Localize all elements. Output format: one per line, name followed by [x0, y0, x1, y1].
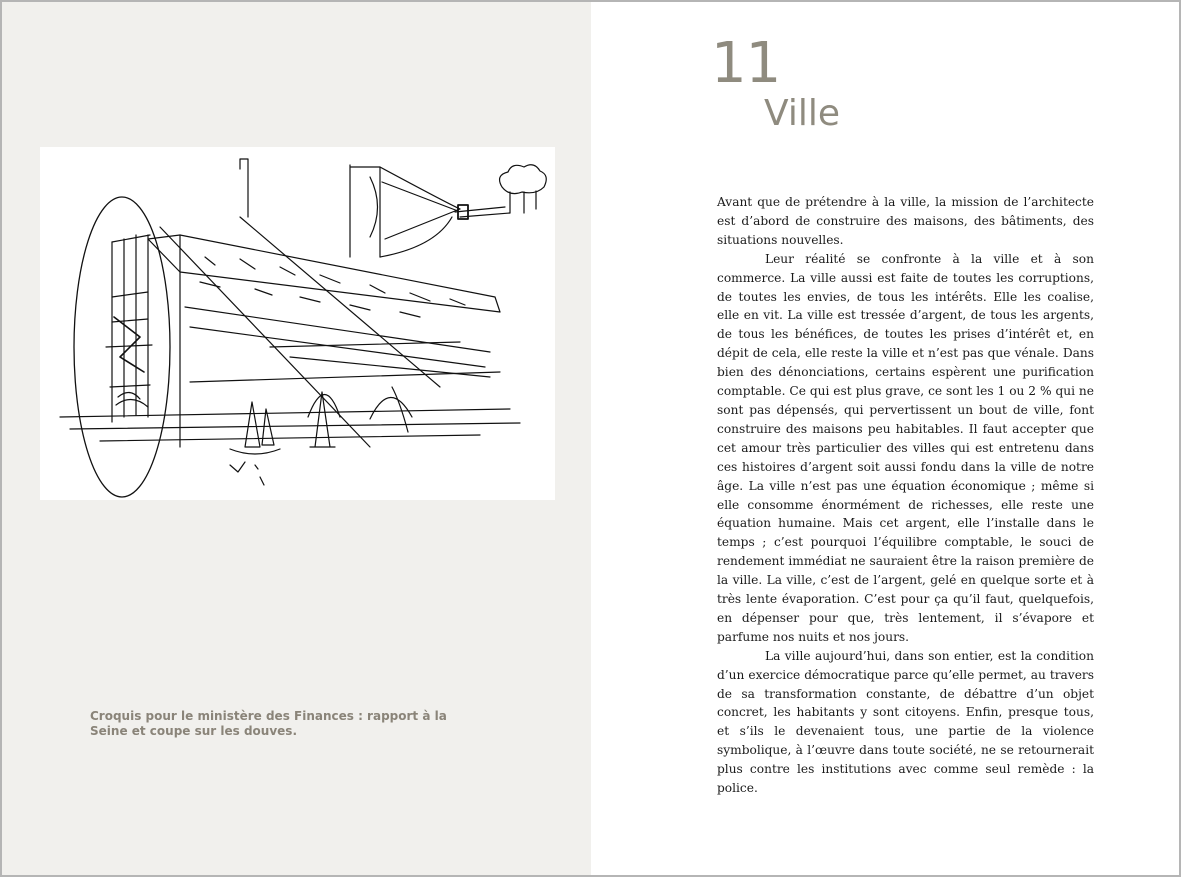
- chapter-number: 11: [711, 31, 781, 96]
- left-page: [2, 2, 591, 875]
- paragraph: Leur réalité se confronte à la ville et à son commerce. La ville aussi est faite de toutes les corruptions, de toutes les envies, de tous les intérêts. Elle les coalise, elle en vit. La ville est tressée d’argent, de tous les argents, de tous les bénéfices, de toutes les prises d’intérêt et, en dépit de cela, elle reste la ville et n’est pas que vénale. Dans bien des dénonciations, certains espèrent une purification comptable. Ce qui est plus grave, ce sont les 1 ou 2 % qui ne sont pas dépensés, qui pervertissent un bout de ville, font construire des maisons peu habitables. Il faut accepter que cet amour très particulier des villes qui est entretenu dans ces histoires d’argent soit aussi fondu dans la ville de notre âge. La ville n’est pas une équation économique ; même si elle consomme énormément de richesses, elle reste une équation humaine. Mais cet argent, elle l’installe dans le temps ; c’est pourquoi l’équilibre comptable, le souci de rendement immédiat ne sauraient être la raison première de la ville. La ville, c’est de l’argent, gelé en quelque sorte et à très lente évaporation. C’est pour ça qu’il faut, quelquefois, en dépenser pour que, très lentement, il s’évapore et parfume nos nuits et nos jours.: [717, 251, 1094, 644]
- figure-caption: Croquis pour le ministère des Finances : rapport à la Seine et coupe sur les douves.: [90, 709, 447, 738]
- paragraph: La ville aujourd’hui, dans son entier, est la condition d’un exercice démocratique parce qu’elle permet, au travers de sa transformation constante, de débattre d’un objet concret, les habitants y sont citoyens. Enfin, presque tous, et s’ils le devenaient tous, une partie de la violence symbolique, à l’œuvre dans toute société, ne se retournerait plus contre les institutions avec comme seul remède : la police.: [717, 648, 1094, 796]
- paragraph: Avant que de prétendre à la ville, la mission de l’architecte est d’abord de construire des maisons, des bâtiments, des situations nouvelles.: [717, 195, 1094, 247]
- chapter-body: [717, 193, 1094, 798]
- sketch-drawing: [40, 147, 555, 500]
- architectural-sketch: [40, 147, 555, 500]
- chapter-title: Ville: [764, 93, 840, 134]
- right-page: [591, 2, 1179, 875]
